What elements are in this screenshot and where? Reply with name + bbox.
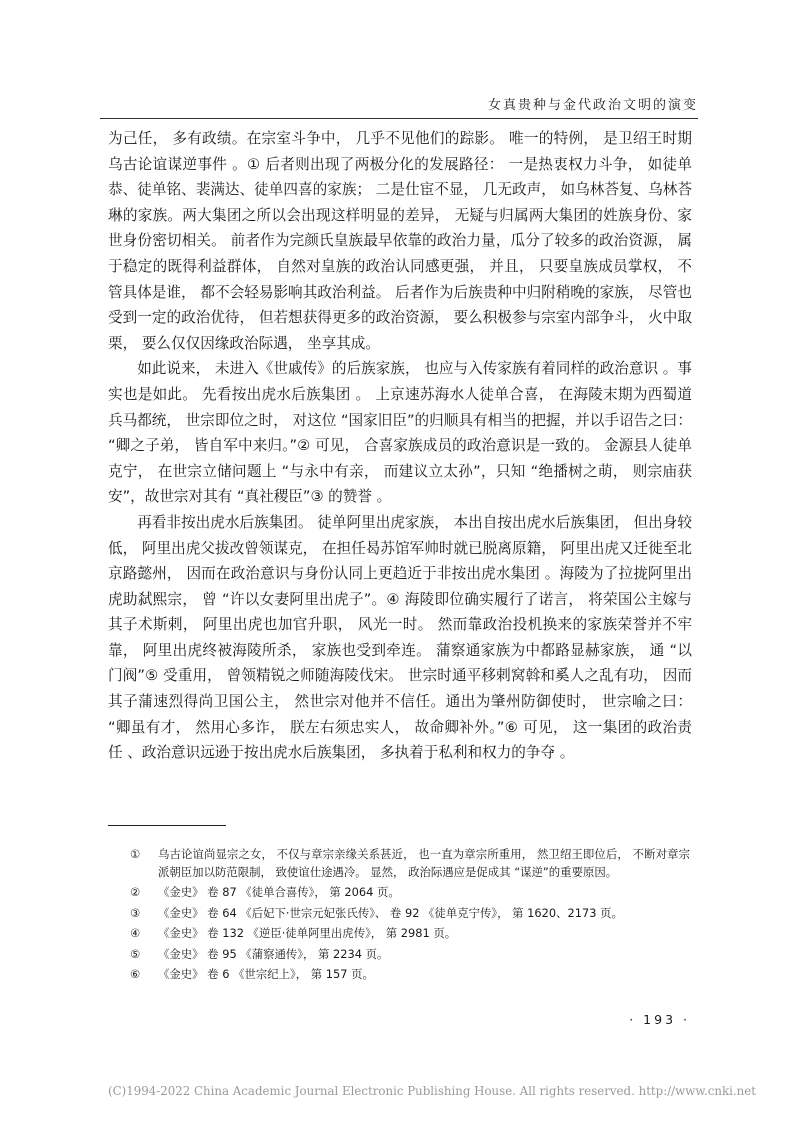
footnote-text: 《金史》 卷 6 《世宗纪上》， 第 157 页。 xyxy=(158,967,374,981)
paragraph: 如此说来， 未进入《世戚传》的后族家族， 也应与入传家族有着同样的政治意识 。事实也是如此。 先看按出虎水后族集团 。 上京速苏海水人徒单合喜， 在海陵末期为西蜀道兵马都统， 世宗即位之时， 对这位 “国家旧臣”的归顺具有相当的把握，并以手诏告之曰： “卿之子弟， 皆自军中来归。”② 可见， 合喜家族成员的政治意识是一致的。 金源县人徒单克宁， 在世宗立储问题上 “与永中有亲， 而建议立太孙”，只知 “绝播树之萌， 则宗庙获安”，故世宗对其有 “真社稷臣”③ 的赞誉 。 xyxy=(108,360,692,506)
copyright-notice: (C)1994-2022 China Academic Journal Electronic Publishing House. All rights reserved. http://www.cnki.net xyxy=(108,1084,756,1098)
footnote-rule xyxy=(108,825,226,826)
footnotes xyxy=(130,846,690,987)
running-title: 女真贵种与金代政治文明的演变 xyxy=(487,98,698,113)
footnote xyxy=(130,946,690,964)
footnote-mark: ② xyxy=(130,885,141,899)
footnote-mark: ⑥ xyxy=(130,967,141,981)
footnote-mark: ③ xyxy=(130,905,141,920)
footnote xyxy=(130,884,690,902)
header-rule xyxy=(100,118,698,119)
footnote-text: 《金史》 卷 87 《徒单合喜传》， 第 2064 页。 xyxy=(158,885,400,899)
footnote xyxy=(130,925,690,943)
footnote-text: 《金史》 卷 64 《后妃下·世宗元妃张氏传》、 卷 92 《徒单克宁传》， 第 1620、2173 页。 xyxy=(158,905,623,920)
body-text xyxy=(108,126,692,766)
footnote-text: 《金史》 卷 95 《蒲察通传》， 第 2234 页。 xyxy=(158,946,389,961)
footnote-mark: ⑤ xyxy=(130,946,141,961)
paragraph: 为己任， 多有政绩。在宗室斗争中， 几乎不见他们的踪影。 唯一的特例， 是卫绍王时期乌古论谊谋逆事件 。① 后者则出现了两极分化的发展路径： 一是热衷权力斗争， 如徒单恭、徒单铭、裴满达、徒单四喜的家族； 二是仕宦不显， 几无政声， 如乌林荅复、乌林荅琳的家族。两大集团之所以会出现这样明显的差异， 无疑与归属两大集团的姓族身份、家世身份密切相关。 前者作为完颜氏皇族最早依靠的政治力量，瓜分了较多的政治资源， 属于稳定的既得利益群体， 自然对皇族的政治认同感更强， 并且， 只要皇族成员掌权， 不管具体是谁， 都不会轻易影响其政治利益。 后者作为后族贵种中归附稍晚的家族， 尽管也受到一定的政治优待， 但若想获得更多的政治资源， 要么积极参与宗室内部争斗， 火中取栗， 要么仅仅因缘政治际遇， 坐享其成。 xyxy=(108,130,692,352)
footnote xyxy=(130,846,690,881)
page-number: · 193 · xyxy=(629,1012,690,1027)
footnote-mark: ① xyxy=(130,847,141,861)
footnote-mark: ④ xyxy=(130,926,141,940)
footnote-text: 《金史》 卷 132 《逆臣·徒单阿里出虎传》， 第 2981 页。 xyxy=(158,926,457,940)
footnote xyxy=(130,966,690,984)
footnote-text: 乌古论谊尚显宗之女， 不仅与章宗亲缘关系甚近， 也一直为章宗所重用， 然卫绍王即位后， 不断对章宗派朝臣加以防范限制， 致使谊仕途遇冷。 显然， 政治际遇应是促成其 “谋逆”的重要原因。 xyxy=(158,847,690,879)
paragraph: 再看非按出虎水后族集团。 徒单阿里出虎家族， 本出自按出虎水后族集团， 但出身较低， 阿里出虎父拔改曾领谋克， 在担任曷苏馆军帅时就已脱离原籍， 阿里出虎又迁徙至北京路懿州， 因而在政治意识与身份认同上更趋近于非按出虎水集团 。海陵为了拉拢阿里出虎助弑熙宗， 曾 “许以女妻阿里出虎子”。④ 海陵即位确实履行了诺言， 将荣国公主嫁与其子术斯剌， 阿里出虎也加官升职， 风光一时。 然而靠政治投机换来的家族荣誉并不牢靠， 阿里出虎终被海陵所杀， 家族也受到牵连。 蒲察通家族为中都路显赫家族， 通 “以门阀”⑤ 受重用， 曾领精锐之师随海陵伐宋。 世宗时通平移剌窝斡和奚人之乱有功， 因而其子蒲速烈得尚卫国公主， 然世宗对他并不信任。通出为肇州防御使时， 世宗喻之曰： “卿虽有才， 然用心多诈， 朕左右须忠实人， 故命卿补外。”⑥ 可见， 这一集团的政治责任 、政治意识远逊于按出虎水后族集团， 多执着于私利和权力的争夺 。 xyxy=(108,513,692,762)
footnote xyxy=(130,905,690,923)
